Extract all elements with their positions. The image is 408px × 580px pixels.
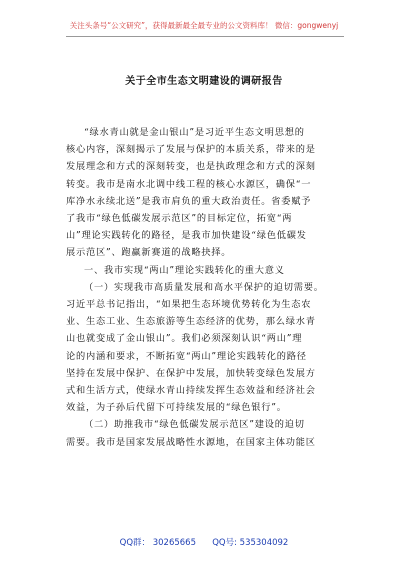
footer-qq-group: QQ群： 30265665 [119,538,196,548]
body-line: （二）助推我市“绿色低碳发展示范区”建设的迫切 [84,419,305,431]
body-line: “绿水青山就是金山银山”是习近平生态文明思想的 [84,127,305,138]
body-line: 坚持在发展中保护、在保护中发展，加快转变绿色发展方 [66,367,316,379]
body-line: 业、生态工业、生态旅游等生态经济的优势，那么绿水青 [66,316,316,328]
body-line: （一）实现我市高质量发展和高水平保护的迫切需要。 [84,281,324,293]
body-line: 发展理念和方式的深刻转变，也是执政理念和方式的深刻 [66,161,316,173]
body-line: 核心内容，深刻揭示了发展与保护的本质关系，带来的是 [66,144,316,156]
footer-contact [0,536,408,548]
document-title: 关于全市生态文明建设的调研报告 [125,76,283,87]
header-divider [66,36,344,37]
document-body [66,124,344,451]
body-line: 需要。我市是国家发展战略性水源地，在国家主体功能区 [66,436,316,448]
body-line: 式和生活方式，使绿水青山持续发挥生态效益和经济社会 [66,385,316,397]
body-line: 习近平总书记指出，“如果把生态环境优势转化为生态农 [66,299,312,311]
body-line: 库净水永续北送”是我市肩负的重大政治责任。省委赋予 [66,195,312,207]
body-line: 论的内涵和要求，不断拓宽“两山”理论实践转化的路径 [66,350,307,362]
footer-spacer [196,538,212,548]
footer-qq-number: QQ号: 535304092 [212,538,289,548]
body-line: 效益，为子孙后代留下可持续发展的“绿色银行”。 [66,402,287,414]
body-line: 一、我市实现“两山”理论实践转化的重大意义 [84,264,285,276]
body-line: 转变。我市是南水北调中线工程的核心水源区，确保“一 [66,178,312,190]
body-line: 山”理论实践转化的路径，是我市加快建设“绿色低碳发 [66,230,307,242]
body-line: 了我市“绿色低碳发展示范区”的目标定位，拓宽“两 [66,213,293,225]
body-line: 山也就变成了金山银山”。我们必须深刻认识“两山”理 [66,333,303,345]
header-banner: 关注头条号“公文研究”，获得最新最全最专业的公文资料库！ 微信：gongwenyj [69,21,339,30]
body-line: 展示范区”、跑赢新赛道的战略抉择。 [66,247,232,259]
